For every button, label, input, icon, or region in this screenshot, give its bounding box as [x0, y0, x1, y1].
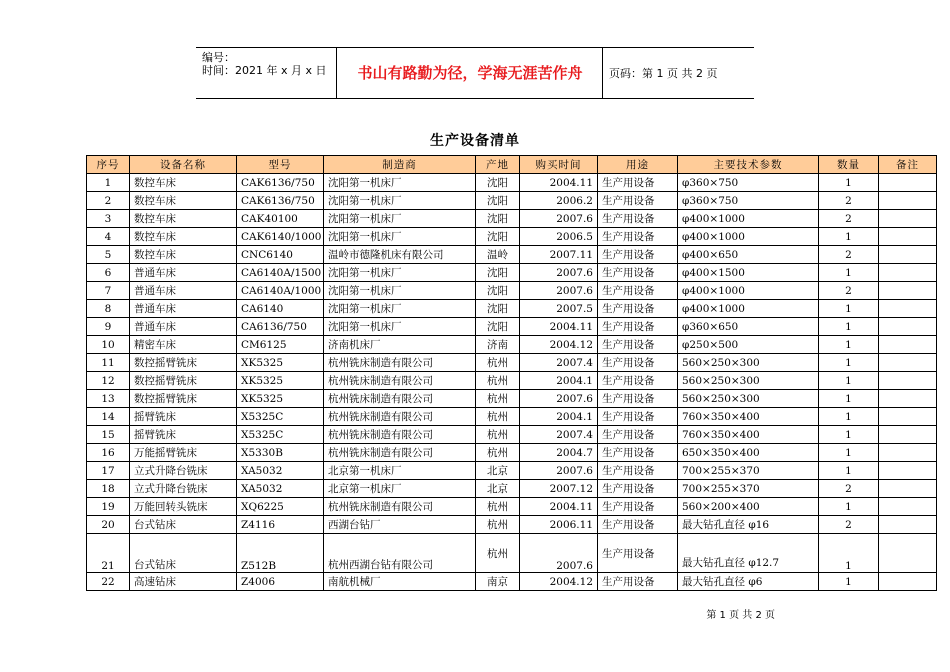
table-header-row — [87, 156, 937, 174]
table-cell: 温岭 — [476, 246, 520, 264]
table-cell: 560×200×400 — [678, 498, 819, 516]
table-cell: 19 — [87, 498, 130, 516]
table-cell: 2004.1 — [520, 408, 598, 426]
table-cell: 2006.5 — [520, 228, 598, 246]
table-cell: 沈阳第一机床厂 — [324, 228, 476, 246]
table-cell: 生产用设备 — [598, 300, 678, 318]
table-cell: CA6140 — [237, 300, 324, 318]
table-row — [87, 372, 937, 390]
table-cell: 1 — [87, 174, 130, 192]
table-cell: 17 — [87, 462, 130, 480]
table-cell: CA6140A/1500 — [237, 264, 324, 282]
table-cell: 12 — [87, 372, 130, 390]
table-cell: 数控车床 — [130, 246, 237, 264]
table-row — [87, 210, 937, 228]
table-cell: 杭州 — [476, 516, 520, 534]
table-cell: X5325C — [237, 408, 324, 426]
table-cell: 普通车床 — [130, 318, 237, 336]
table-cell: 2 — [819, 516, 879, 534]
table-cell: 2 — [819, 480, 879, 498]
table-cell: φ400×1000 — [678, 300, 819, 318]
table-cell: φ400×1000 — [678, 228, 819, 246]
table-cell: XQ6225 — [237, 498, 324, 516]
table-cell: 杭州 — [476, 390, 520, 408]
table-cell: 最大钻孔直径 φ12.7 — [678, 534, 819, 573]
table-cell — [879, 408, 937, 426]
table-cell: 生产用设备 — [598, 336, 678, 354]
table-cell: 2004.11 — [520, 318, 598, 336]
table-cell: 生产用设备 — [598, 282, 678, 300]
table-cell: 沈阳第一机床厂 — [324, 174, 476, 192]
table-cell: 数控车床 — [130, 210, 237, 228]
table-cell: 2004.12 — [520, 336, 598, 354]
table-cell: 13 — [87, 390, 130, 408]
header-divider — [602, 48, 603, 98]
table-cell — [879, 192, 937, 210]
table-cell — [879, 390, 937, 408]
table-cell: 2007.6 — [520, 210, 598, 228]
table-cell: CNC6140 — [237, 246, 324, 264]
table-cell: 北京第一机床厂 — [324, 480, 476, 498]
table-cell: φ360×750 — [678, 174, 819, 192]
table-cell: 20 — [87, 516, 130, 534]
table-cell: 北京 — [476, 462, 520, 480]
table-cell: 杭州 — [476, 498, 520, 516]
table-cell: 万能摇臂铣床 — [130, 444, 237, 462]
table-cell — [879, 372, 937, 390]
table-cell: 5 — [87, 246, 130, 264]
table-cell: CA6140A/1000 — [237, 282, 324, 300]
table-cell: 2007.6 — [520, 282, 598, 300]
column-header: 主要技术参数 — [678, 156, 819, 174]
column-header: 用途 — [598, 156, 678, 174]
table-cell: 生产用设备 — [598, 498, 678, 516]
table-cell: CAK6136/750 — [237, 174, 324, 192]
table-cell: XA5032 — [237, 462, 324, 480]
table-cell: 760×350×400 — [678, 408, 819, 426]
table-cell: XA5032 — [237, 480, 324, 498]
table-cell: 15 — [87, 426, 130, 444]
table-cell: 生产用设备 — [598, 534, 678, 573]
table-cell: 2004.7 — [520, 444, 598, 462]
table-cell: 南京 — [476, 573, 520, 591]
table-row — [87, 246, 937, 264]
table-cell: 2007.6 — [520, 264, 598, 282]
table-row — [87, 408, 937, 426]
table-cell: 700×255×370 — [678, 480, 819, 498]
table-cell: 生产用设备 — [598, 354, 678, 372]
table-cell: 2 — [819, 246, 879, 264]
table-row — [87, 462, 937, 480]
table-cell: 2007.11 — [520, 246, 598, 264]
table-row — [87, 336, 937, 354]
table-cell: 生产用设备 — [598, 444, 678, 462]
number-label: 编号： — [202, 51, 235, 64]
table-cell: 14 — [87, 408, 130, 426]
table-cell: 2006.11 — [520, 516, 598, 534]
table-cell: 沈阳 — [476, 318, 520, 336]
column-header: 型号 — [237, 156, 324, 174]
table-cell: 生产用设备 — [598, 480, 678, 498]
table-cell: X5325C — [237, 426, 324, 444]
column-header: 数量 — [819, 156, 879, 174]
table-cell: 650×350×400 — [678, 444, 819, 462]
table-cell: 生产用设备 — [598, 372, 678, 390]
table-cell: 杭州 — [476, 372, 520, 390]
table-row — [87, 426, 937, 444]
table-row — [87, 534, 937, 573]
table-cell: 生产用设备 — [598, 192, 678, 210]
table-cell: 沈阳 — [476, 300, 520, 318]
table-cell: 1 — [819, 318, 879, 336]
table-cell: 1 — [819, 300, 879, 318]
table-cell: 沈阳第一机床厂 — [324, 192, 476, 210]
table-cell: 最大钻孔直径 φ16 — [678, 516, 819, 534]
table-cell: 2 — [87, 192, 130, 210]
table-cell — [879, 336, 937, 354]
table-cell: 生产用设备 — [598, 426, 678, 444]
table-cell: 沈阳第一机床厂 — [324, 318, 476, 336]
column-header: 产地 — [476, 156, 520, 174]
table-cell: 8 — [87, 300, 130, 318]
motto: 书山有路勤为径，学海无涯苦作舟 — [357, 64, 583, 82]
table-cell: 沈阳第一机床厂 — [324, 264, 476, 282]
table-cell: CA6136/750 — [237, 318, 324, 336]
table-cell: 杭州 — [476, 444, 520, 462]
table-cell: 2007.6 — [520, 462, 598, 480]
table-cell: 1 — [819, 534, 879, 573]
table-cell: XK5325 — [237, 372, 324, 390]
table-cell: 杭州西湖台钻有限公司 — [324, 534, 476, 573]
table-cell: 11 — [87, 354, 130, 372]
table-row — [87, 228, 937, 246]
table-row — [87, 300, 937, 318]
table-cell: Z4006 — [237, 573, 324, 591]
table-cell: 560×250×300 — [678, 390, 819, 408]
table-cell: 生产用设备 — [598, 174, 678, 192]
table-cell: 杭州 — [476, 426, 520, 444]
column-header: 备注 — [879, 156, 937, 174]
page-header — [196, 47, 754, 99]
column-header: 购买时间 — [520, 156, 598, 174]
table-cell: 9 — [87, 318, 130, 336]
table-cell — [879, 246, 937, 264]
table-cell: 1 — [819, 174, 879, 192]
table-row — [87, 192, 937, 210]
table-cell: 16 — [87, 444, 130, 462]
equipment-table — [86, 155, 937, 591]
table-cell: XK5325 — [237, 354, 324, 372]
table-cell: 1 — [819, 444, 879, 462]
table-cell: Z512B — [237, 534, 324, 573]
table-row — [87, 516, 937, 534]
table-cell: 数控摇臂铣床 — [130, 372, 237, 390]
table-cell: 普通车床 — [130, 264, 237, 282]
table-cell: 1 — [819, 228, 879, 246]
table-cell: 立式升降台铣床 — [130, 462, 237, 480]
table-cell: 22 — [87, 573, 130, 591]
table-cell: 2004.1 — [520, 372, 598, 390]
table-cell: 1 — [819, 336, 879, 354]
table-cell: 温岭市德隆机床有限公司 — [324, 246, 476, 264]
table-cell: Z4116 — [237, 516, 324, 534]
table-cell: CM6125 — [237, 336, 324, 354]
table-cell: 杭州铣床制造有限公司 — [324, 372, 476, 390]
table-cell: 3 — [87, 210, 130, 228]
table-cell: 2007.5 — [520, 300, 598, 318]
table-cell: 沈阳第一机床厂 — [324, 300, 476, 318]
table-cell: 1 — [819, 264, 879, 282]
table-cell: 杭州 — [476, 534, 520, 573]
table-cell: 杭州铣床制造有限公司 — [324, 444, 476, 462]
table-cell: 2007.6 — [520, 534, 598, 573]
table-cell: 沈阳 — [476, 282, 520, 300]
table-cell: 2 — [819, 192, 879, 210]
table-cell: 杭州铣床制造有限公司 — [324, 498, 476, 516]
table-cell: CAK40100 — [237, 210, 324, 228]
table-cell: 普通车床 — [130, 300, 237, 318]
table-cell — [879, 426, 937, 444]
table-cell: 普通车床 — [130, 282, 237, 300]
table-cell: 2004.12 — [520, 573, 598, 591]
table-cell: 1 — [819, 462, 879, 480]
table-cell: 沈阳 — [476, 228, 520, 246]
table-cell: φ400×1000 — [678, 210, 819, 228]
table-cell: X5330B — [237, 444, 324, 462]
table-cell: 560×250×300 — [678, 372, 819, 390]
table-row — [87, 444, 937, 462]
table-cell — [879, 534, 937, 573]
table-cell: 沈阳第一机床厂 — [324, 282, 476, 300]
table-cell: φ250×500 — [678, 336, 819, 354]
column-header: 制造商 — [324, 156, 476, 174]
table-cell — [879, 498, 937, 516]
table-cell — [879, 573, 937, 591]
table-cell: φ400×650 — [678, 246, 819, 264]
table-cell: 摇臂铣床 — [130, 408, 237, 426]
table-row — [87, 573, 937, 591]
table-row — [87, 282, 937, 300]
table-cell: 摇臂铣床 — [130, 426, 237, 444]
table-cell: 台式钻床 — [130, 516, 237, 534]
table-cell — [879, 228, 937, 246]
table-cell — [879, 354, 937, 372]
table-cell: 生产用设备 — [598, 318, 678, 336]
table-cell: 生产用设备 — [598, 573, 678, 591]
table-cell: 21 — [87, 534, 130, 573]
page-label: 页码：第 1 页 共 2 页 — [609, 67, 718, 80]
table-cell: 1 — [819, 573, 879, 591]
table-cell: 18 — [87, 480, 130, 498]
table-cell: φ400×1000 — [678, 282, 819, 300]
table-cell: 沈阳第一机床厂 — [324, 210, 476, 228]
table-cell: 沈阳 — [476, 210, 520, 228]
table-cell: 2 — [819, 282, 879, 300]
table-row — [87, 498, 937, 516]
table-cell: 2007.4 — [520, 426, 598, 444]
table-cell: 数控摇臂铣床 — [130, 390, 237, 408]
table-cell: 760×350×400 — [678, 426, 819, 444]
table-row — [87, 318, 937, 336]
table-cell: 西湖台钻厂 — [324, 516, 476, 534]
table-cell: 最大钻孔直径 φ6 — [678, 573, 819, 591]
document-title: 生产设备清单 — [430, 133, 520, 149]
table-cell — [879, 318, 937, 336]
table-cell — [879, 300, 937, 318]
table-cell: 1 — [819, 408, 879, 426]
table-cell: 杭州 — [476, 408, 520, 426]
table-cell — [879, 444, 937, 462]
table-cell: φ400×1500 — [678, 264, 819, 282]
table-cell: 1 — [819, 498, 879, 516]
table-cell: 济南机床厂 — [324, 336, 476, 354]
table-cell: 10 — [87, 336, 130, 354]
table-cell: 数控车床 — [130, 174, 237, 192]
table-cell — [879, 264, 937, 282]
table-cell — [879, 516, 937, 534]
table-cell: 生产用设备 — [598, 516, 678, 534]
table-cell: 生产用设备 — [598, 210, 678, 228]
page-footer: 第 1 页 共 2 页 — [706, 610, 775, 621]
table-cell: 高速钻床 — [130, 573, 237, 591]
table-cell: 生产用设备 — [598, 462, 678, 480]
column-header: 设备名称 — [130, 156, 237, 174]
table-cell: 生产用设备 — [598, 408, 678, 426]
table-cell: 杭州铣床制造有限公司 — [324, 408, 476, 426]
table-cell: 沈阳 — [476, 264, 520, 282]
table-cell: CAK6140/1000 — [237, 228, 324, 246]
table-cell — [879, 210, 937, 228]
table-cell: 万能回转头铣床 — [130, 498, 237, 516]
table-cell: 2007.4 — [520, 354, 598, 372]
table-cell: 生产用设备 — [598, 228, 678, 246]
table-cell: 精密车床 — [130, 336, 237, 354]
table-cell: 杭州铣床制造有限公司 — [324, 354, 476, 372]
table-cell: 数控摇臂铣床 — [130, 354, 237, 372]
table-cell: 杭州铣床制造有限公司 — [324, 426, 476, 444]
table-cell: 杭州 — [476, 354, 520, 372]
table-cell — [879, 174, 937, 192]
table-cell: 2006.2 — [520, 192, 598, 210]
table-row — [87, 264, 937, 282]
table-cell: 济南 — [476, 336, 520, 354]
table-cell — [879, 480, 937, 498]
table-cell: 南航机械厂 — [324, 573, 476, 591]
table-cell: 数控车床 — [130, 192, 237, 210]
table-cell: 560×250×300 — [678, 354, 819, 372]
table-cell: 1 — [819, 354, 879, 372]
table-cell: 数控车床 — [130, 228, 237, 246]
table-cell: φ360×650 — [678, 318, 819, 336]
table-row — [87, 174, 937, 192]
table-cell: 1 — [819, 426, 879, 444]
table-cell: 2007.12 — [520, 480, 598, 498]
table-cell: φ360×750 — [678, 192, 819, 210]
table-cell: 立式升降台铣床 — [130, 480, 237, 498]
table-cell: 2004.11 — [520, 498, 598, 516]
table-cell — [879, 462, 937, 480]
header-left — [202, 51, 327, 77]
table-cell: 1 — [819, 390, 879, 408]
table-cell: CAK6136/750 — [237, 192, 324, 210]
table-cell: 生产用设备 — [598, 390, 678, 408]
table-cell: 生产用设备 — [598, 246, 678, 264]
table-cell: 2007.6 — [520, 390, 598, 408]
table-body — [87, 174, 937, 591]
table-cell: 700×255×370 — [678, 462, 819, 480]
table-row — [87, 480, 937, 498]
table-row — [87, 390, 937, 408]
table-cell: 沈阳 — [476, 174, 520, 192]
time-label: 时间：2021 年 x 月 x 日 — [202, 64, 327, 77]
table-cell: 7 — [87, 282, 130, 300]
table-cell: 生产用设备 — [598, 264, 678, 282]
table-row — [87, 354, 937, 372]
table-cell: 6 — [87, 264, 130, 282]
table-cell: 2004.11 — [520, 174, 598, 192]
table-cell: 4 — [87, 228, 130, 246]
table-cell: 1 — [819, 372, 879, 390]
table-cell: 沈阳 — [476, 192, 520, 210]
table-cell: 北京 — [476, 480, 520, 498]
header-divider — [336, 48, 337, 98]
table-cell: XK5325 — [237, 390, 324, 408]
table-cell — [879, 282, 937, 300]
table-cell: 杭州铣床制造有限公司 — [324, 390, 476, 408]
column-header: 序号 — [87, 156, 130, 174]
table-cell: 北京第一机床厂 — [324, 462, 476, 480]
table-cell: 台式钻床 — [130, 534, 237, 573]
table-cell: 2 — [819, 210, 879, 228]
